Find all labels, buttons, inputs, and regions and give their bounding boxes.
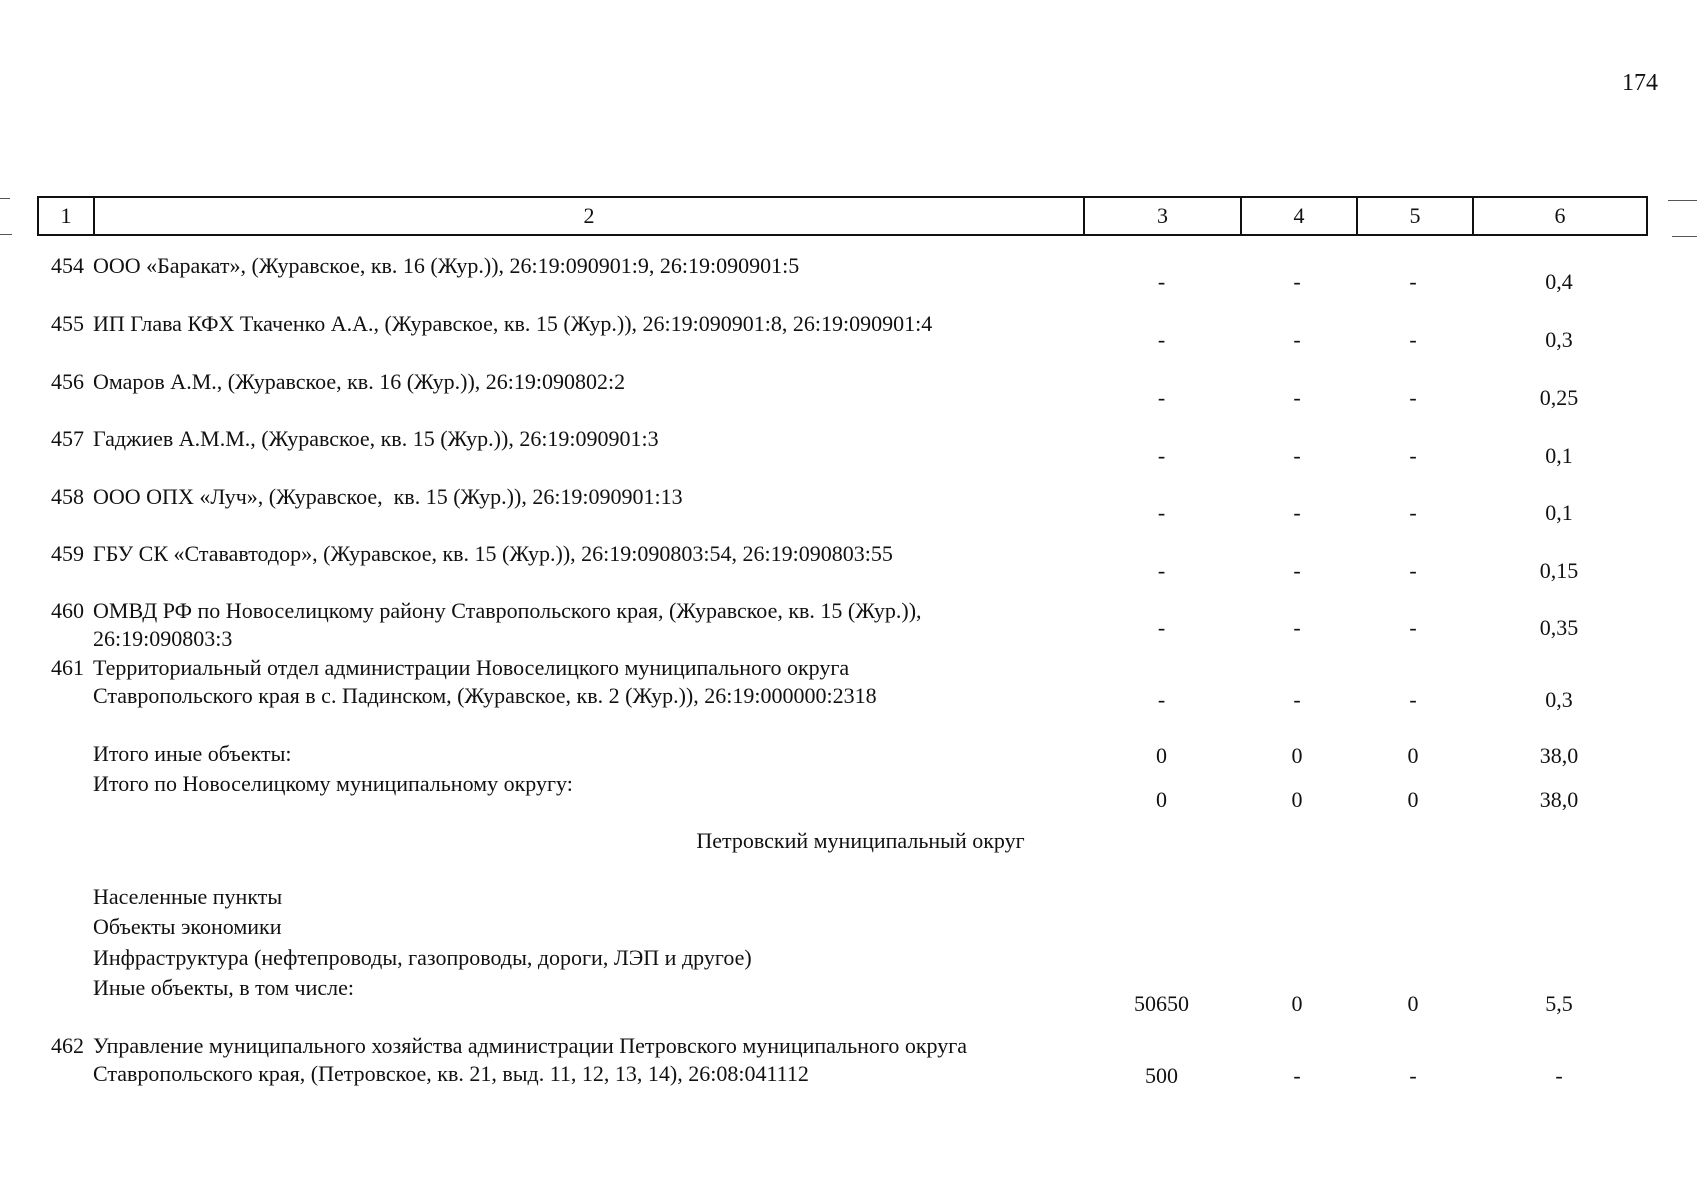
row-description-line-1: Территориальный отдел администрации Новоселицкого муниципального округа [93, 655, 850, 680]
column-header-5: 5 [1357, 197, 1473, 235]
row-value-col6: 0,15 [1539, 558, 1579, 583]
row-value-col6: 0,4 [1545, 269, 1573, 294]
row-number: 462 [51, 1033, 84, 1058]
row-description-line-2: Ставропольского края в с. Падинском, (Журавское, кв. 2 (Жур.)), 26:19:000000:2318 [93, 683, 877, 708]
row-value-col4: - [1293, 687, 1301, 712]
row-value-col4: - [1293, 327, 1301, 352]
category-other-objects: Иные объекты, в том числе: [93, 975, 354, 1000]
row-value-col4: - [1293, 558, 1301, 583]
row-value-col6: 0,25 [1539, 385, 1579, 410]
column-header-table [37, 196, 1648, 236]
row-value-col3: - [1157, 327, 1166, 352]
total-value-col4: 0 [1291, 787, 1303, 812]
row-value-col5: - [1409, 615, 1417, 640]
row-value-col3: - [1157, 687, 1166, 712]
category-infrastructure: Инфраструктура (нефтепроводы, газопроводы, дороги, ЛЭП и другое) [93, 945, 752, 970]
column-header-6: 6 [1473, 197, 1647, 235]
total-value-col6: 38,0 [1539, 743, 1579, 768]
row-description: Омаров А.М., (Журавское, кв. 16 (Жур.)), 26:19:090802:2 [93, 369, 626, 394]
row-value-col3: - [1157, 385, 1166, 410]
row-value-col6: - [1555, 1063, 1563, 1088]
right-edge-mark [1668, 200, 1697, 201]
total-value-col5: 0 [1407, 787, 1419, 812]
row-number: 460 [51, 598, 84, 623]
row-value-col3: - [1157, 558, 1166, 583]
row-value-col5: - [1409, 687, 1417, 712]
other-objects-value-col3: 50650 [1134, 991, 1189, 1016]
row-description-line-1: ОМВД РФ по Новоселицкому району Ставропольского края, (Журавское, кв. 15 (Жур.)), [93, 598, 922, 623]
section-title: Петровский муниципальный округ [696, 828, 1025, 853]
row-number: 455 [51, 311, 84, 336]
page-number: 174 [1622, 70, 1658, 96]
row-value-col5: - [1409, 1063, 1417, 1088]
row-value-col6: 0,35 [1539, 615, 1579, 640]
row-value-col3: - [1157, 500, 1166, 525]
row-value-col5: - [1409, 385, 1417, 410]
total-label: Итого иные объекты: [93, 741, 292, 766]
other-objects-value-col5: 0 [1407, 991, 1419, 1016]
left-edge-mark-lower [0, 234, 12, 235]
left-edge-mark [0, 198, 10, 199]
column-header-3: 3 [1084, 197, 1241, 235]
row-value-col4: - [1293, 500, 1301, 525]
row-description: ООО ОПХ «Луч», (Журавское, кв. 15 (Жур.)), 26:19:090901:13 [93, 484, 683, 509]
column-header-4: 4 [1241, 197, 1357, 235]
row-value-col3: - [1157, 269, 1166, 294]
row-number: 456 [51, 369, 84, 394]
column-header-row [38, 197, 1647, 235]
row-value-col4: - [1293, 269, 1301, 294]
row-number: 454 [51, 253, 84, 278]
category-settlements: Населенные пункты [93, 884, 283, 909]
row-description-line-1: Управление муниципального хозяйства администрации Петровского муниципального округа [93, 1033, 968, 1058]
category-economy-objects: Объекты экономики [93, 914, 282, 939]
row-value-col4: - [1293, 615, 1301, 640]
other-objects-value-col4: 0 [1291, 991, 1303, 1016]
right-edge-mark-lower [1672, 236, 1697, 237]
row-number: 457 [51, 426, 84, 451]
row-value-col4: - [1293, 1063, 1301, 1088]
row-description: ИП Глава КФХ Ткаченко А.А., (Журавское, кв. 15 (Жур.)), 26:19:090901:8, 26:19:090901:4 [93, 311, 933, 336]
row-description: Гаджиев А.М.М., (Журавское, кв. 15 (Жур.)), 26:19:090901:3 [93, 426, 659, 451]
row-value-col5: - [1409, 500, 1417, 525]
total-value-col4: 0 [1291, 743, 1303, 768]
row-number: 458 [51, 484, 84, 509]
row-value-col5: - [1409, 269, 1417, 294]
row-number: 461 [51, 655, 84, 680]
row-value-col3: - [1157, 615, 1166, 640]
total-value-col5: 0 [1407, 743, 1419, 768]
row-description: ООО «Баракат», (Журавское, кв. 16 (Жур.)), 26:19:090901:9, 26:19:090901:5 [93, 253, 800, 278]
row-value-col6: 0,3 [1545, 327, 1573, 352]
row-value-col6: 0,1 [1545, 443, 1573, 468]
row-value-col5: - [1409, 327, 1417, 352]
row-description-line-2: 26:19:090803:3 [93, 626, 233, 651]
row-value-col3: 500 [1145, 1063, 1178, 1088]
row-value-col6: 0,3 [1545, 687, 1573, 712]
total-value-col3: 0 [1156, 743, 1167, 768]
column-header-2: 2 [94, 197, 1084, 235]
total-value-col3: 0 [1156, 787, 1167, 812]
row-value-col3: - [1157, 443, 1166, 468]
row-description: ГБУ СК «Стававтодор», (Журавское, кв. 15 (Жур.)), 26:19:090803:54, 26:19:090803:55 [93, 541, 893, 566]
row-value-col6: 0,1 [1545, 500, 1573, 525]
row-description-line-2: Ставропольского края, (Петровское, кв. 21, выд. 11, 12, 13, 14), 26:08:041112 [93, 1061, 809, 1086]
row-number: 459 [51, 541, 84, 566]
row-value-col4: - [1293, 443, 1301, 468]
total-value-col6: 38,0 [1539, 787, 1579, 812]
column-header-1: 1 [38, 197, 94, 235]
row-value-col5: - [1409, 443, 1417, 468]
row-value-col5: - [1409, 558, 1417, 583]
total-label: Итого по Новоселицкому муниципальному округу: [93, 771, 573, 796]
other-objects-value-col6: 5,5 [1545, 991, 1573, 1016]
row-value-col4: - [1293, 385, 1301, 410]
